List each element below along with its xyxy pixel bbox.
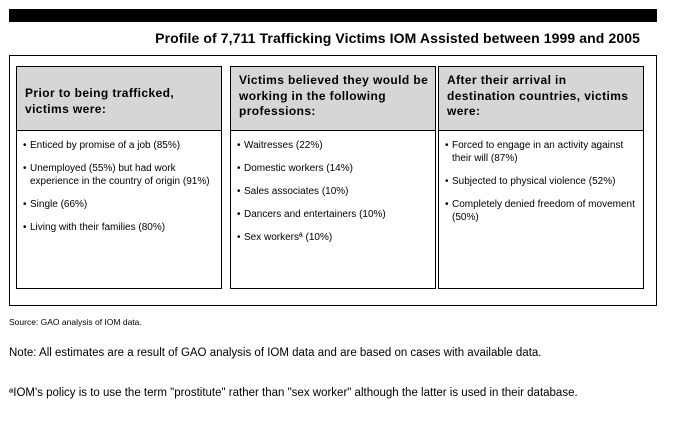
column-heading: Victims believed they would be working in the following professions: [231, 67, 435, 131]
list-item: • Completely denied freedom of movement (50%) [445, 198, 639, 224]
list-item: • Living with their families (80%) [23, 221, 217, 234]
list-item: • Subjected to physical violence (52%) [445, 175, 639, 188]
column-list [231, 131, 435, 244]
figure-frame [9, 55, 657, 306]
column-list [439, 131, 643, 224]
note-text: Note: All estimates are a result of GAO analysis of IOM data and are based on cases with available data. [9, 347, 542, 359]
column-heading: After their arrival in destination countries, victims were: [439, 67, 643, 131]
list-item: • Enticed by promise of a job (85%) [23, 139, 217, 152]
list-item: • Domestic workers (14%) [237, 162, 431, 175]
footnote-text: ªIOM's policy is to use the term "prostitute" rather than "sex worker" although the latter is used in their database. [9, 387, 578, 399]
column-heading: Prior to being trafficked, victims were: [17, 67, 221, 131]
header-bar [9, 9, 657, 22]
list-item: • Unemployed (55%) but had work experience in the country of origin (91%) [23, 162, 217, 188]
list-item: • Waitresses (22%) [237, 139, 431, 152]
column-after-arrival [438, 66, 644, 289]
figure-title: Profile of 7,711 Trafficking Victims IOM Assisted between 1999 and 2005 [155, 30, 640, 46]
column-prior [16, 66, 222, 289]
source-line: Source: GAO analysis of IOM data. [9, 317, 142, 327]
list-item: • Sales associates (10%) [237, 185, 431, 198]
column-professions [230, 66, 436, 289]
column-list [17, 131, 221, 234]
list-item: • Forced to engage in an activity against their will (87%) [445, 139, 639, 165]
list-item: • Sex workersª (10%) [237, 231, 431, 244]
list-item: • Single (66%) [23, 198, 217, 211]
list-item: • Dancers and entertainers (10%) [237, 208, 431, 221]
